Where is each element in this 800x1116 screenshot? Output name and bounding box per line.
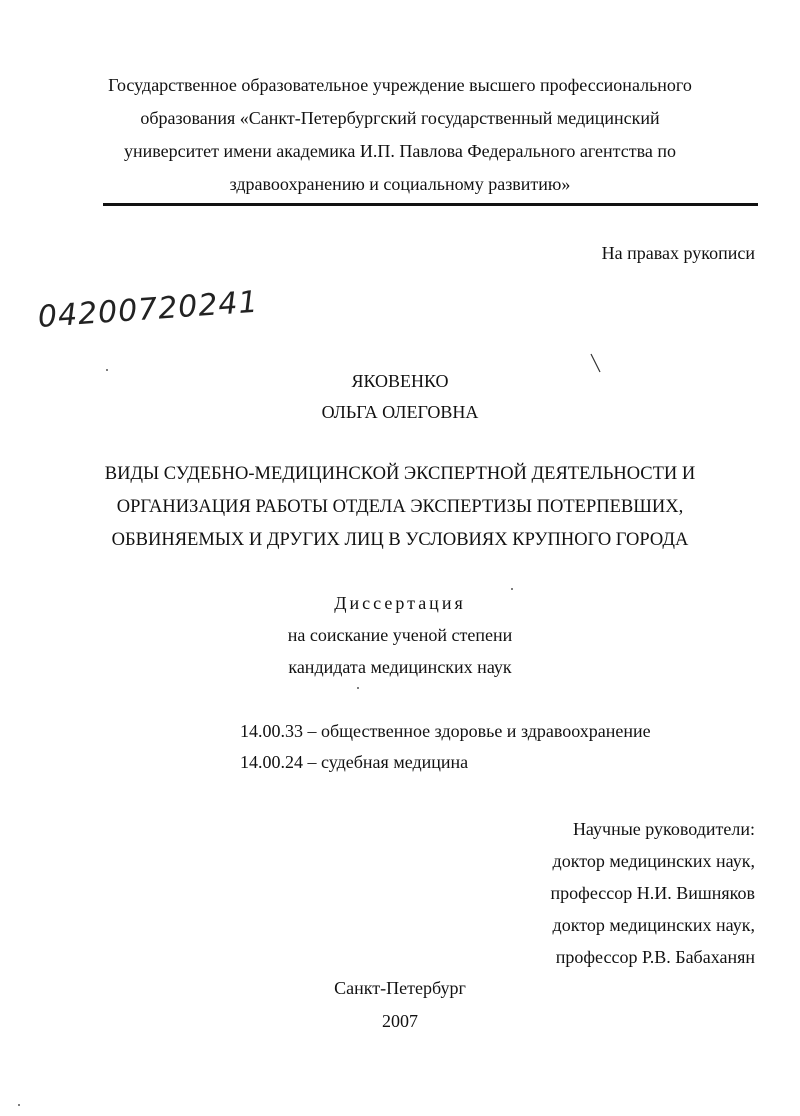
institution-line-2: образования «Санкт-Петербургский государственный медицинский bbox=[140, 108, 660, 128]
work-type-label: Диссертация bbox=[334, 593, 466, 613]
supervisor-1-degree: доктор медицинских наук, bbox=[552, 851, 755, 871]
footer-city: Санкт-Петербург bbox=[334, 978, 466, 998]
specialty-1: 14.00.33 – общественное здоровье и здравоохранение bbox=[240, 721, 651, 741]
scan-speck bbox=[106, 369, 108, 371]
institution-line-4: здравоохранению и социальному развитию» bbox=[229, 174, 571, 194]
institution-line-1: Государственное образовательное учреждение высшего профессионального bbox=[108, 75, 692, 95]
footer-year: 2007 bbox=[382, 1011, 418, 1031]
supervisor-2-name: профессор Р.В. Бабаханян bbox=[555, 947, 755, 967]
supervisor-1-name: профессор Н.И. Вишняков bbox=[550, 883, 755, 903]
work-type-line-2: кандидата медицинских наук bbox=[288, 657, 512, 677]
scan-speck bbox=[511, 588, 513, 590]
scan-mark bbox=[588, 352, 604, 374]
author-surname: ЯКОВЕНКО bbox=[351, 371, 449, 391]
title-line-1: ВИДЫ СУДЕБНО-МЕДИЦИНСКОЙ ЭКСПЕРТНОЙ ДЕЯТЕЛЬНОСТИ И bbox=[104, 464, 696, 484]
author-name: ОЛЬГА ОЛЕГОВНА bbox=[321, 402, 479, 422]
supervisor-2-degree: доктор медицинских наук, bbox=[552, 915, 755, 935]
scan-speck bbox=[357, 687, 359, 689]
specialty-2: 14.00.24 – судебная медицина bbox=[240, 752, 469, 772]
handwritten-registration-number: 04200720241 bbox=[36, 284, 260, 335]
institution-line-3: университет имени академика И.П. Павлова Федерального агентства по bbox=[124, 141, 676, 161]
title-line-3: ОБВИНЯЕМЫХ И ДРУГИХ ЛИЦ В УСЛОВИЯХ КРУПНОГО ГОРОДА bbox=[111, 530, 689, 550]
header-divider bbox=[103, 203, 758, 206]
title-line-2: ОРГАНИЗАЦИЯ РАБОТЫ ОТДЕЛА ЭКСПЕРТИЗЫ ПОТЕРПЕВШИХ, bbox=[116, 497, 684, 517]
scan-speck bbox=[18, 1104, 20, 1106]
work-type-line-1: на соискание ученой степени bbox=[287, 625, 513, 645]
rights-note: На правах рукописи bbox=[601, 243, 755, 263]
supervisors-heading: Научные руководители: bbox=[572, 819, 755, 839]
